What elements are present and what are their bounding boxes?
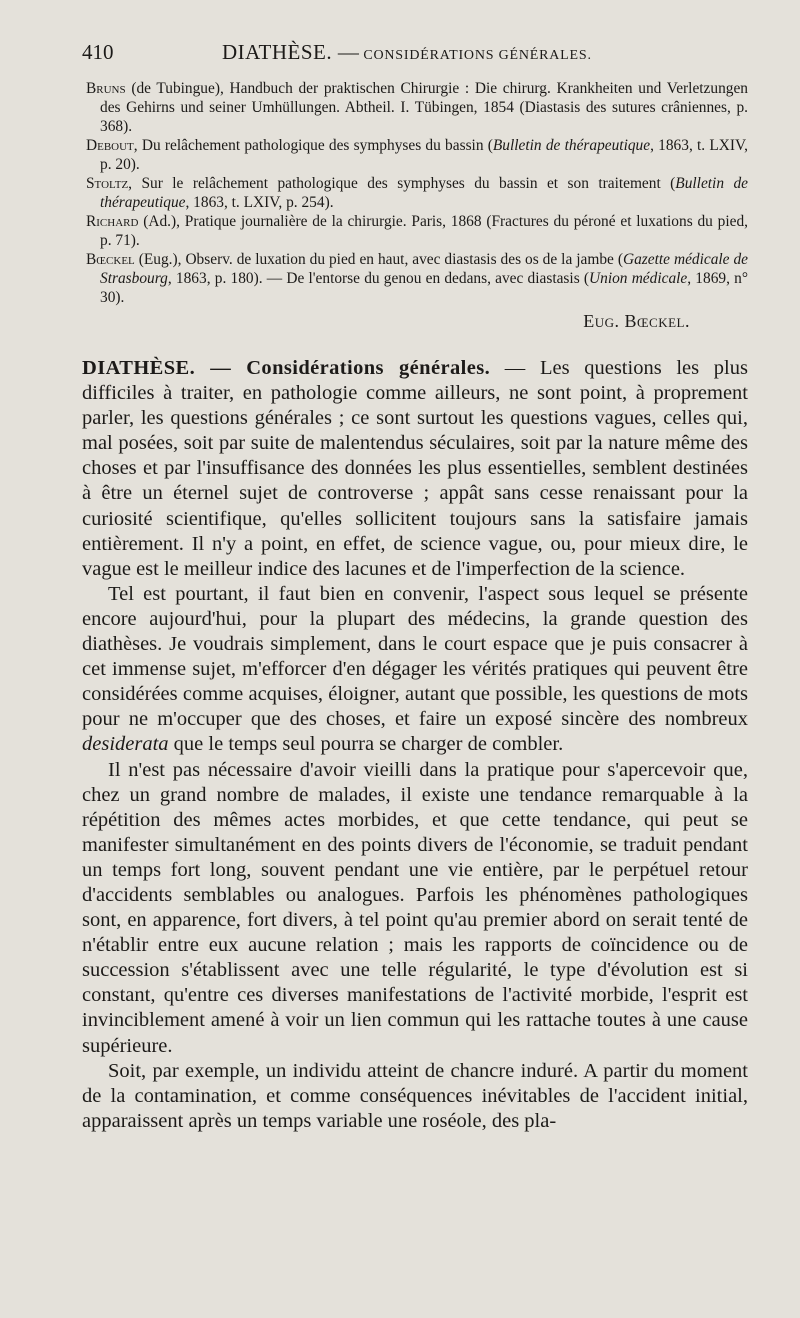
article-title: DIATHÈSE. — Considérations générales. [82, 357, 491, 379]
bib-author: Richard [86, 213, 139, 230]
bibliography-entry [82, 174, 748, 212]
bib-author: Stoltz [86, 175, 129, 192]
bib-text: , 1863, t. LXIV, p. 20). [100, 137, 748, 173]
article-body [82, 356, 748, 1134]
bib-text: , 1863, t. LXIV, p. 254). [185, 194, 334, 211]
bibliography-entry [82, 136, 748, 174]
bib-author: Debout [86, 137, 134, 154]
bibliography-entry [82, 212, 748, 250]
bibliography-entry [82, 250, 748, 307]
running-header [82, 40, 748, 65]
bib-journal-title: Bulletin de thérapeutique [100, 175, 748, 211]
author-signature: Eug. Bœckel. [583, 311, 690, 331]
paragraph-text: Tel est pourtant, il faut bien en convenir, l'aspect sous lequel se présente encore aujourd'hui, pour la plupart des médecins, la grande question des diathèses. Je voudrais simplement, dans le court espace que je puis consacrer à cet immense sujet, m'efforcer d'en dégager les vérités pratiques qui peuvent être considérées comme acquises, éloigner, autant que possible, les questions de mots pour ne m'occuper que des choses, et faire un exposé sincère des nombreux [82, 582, 748, 731]
page-number: 410 [82, 40, 114, 64]
bib-text: , Sur le relâchement pathologique des symphyses du bassin et son traitement ( [128, 175, 676, 192]
bibliography-list [82, 79, 748, 307]
bib-text: (Ad.), Pratique journalière de la chirurgie. Paris, 1868 (Fractures du péroné et luxations du pied, p. 71). [100, 213, 748, 249]
bib-text: , Du relâchement pathologique des symphyses du bassin ( [133, 137, 493, 154]
bib-author: Bœckel [86, 251, 135, 268]
paragraph-text: — Les questions les plus difficiles à traiter, en pathologie comme ailleurs, ne sont point, à proprement parler, les questions générales ; ce sont surtout les questions vagues, celles qui, mal posées, soit par suite de malentendus séculaires, soit par la nature même des choses et par l'insuffisance des données les plus essentielles, semblent destinées à être un éternel sujet de controverse ; appât sans cesse renaissant pour la curiosité scientifique, qu'elles sollicitent toujours sans la satisfaire jamais entièrement. Il n'y a point, en effet, de science vague, ou, pour mieux dire, le vague est le meilleur indice des lacunes et de l'imperfection de la science. [82, 357, 748, 580]
latin-term: desiderata [82, 733, 169, 756]
bib-journal-title: Bulletin de thérapeutique [492, 137, 651, 154]
bib-text: , 1869, n° 30). [100, 270, 748, 306]
bib-text: (Eug.), Observ. de luxation du pied en haut, avec diastasis des os de la jambe ( [134, 251, 623, 268]
article-paragraph [82, 582, 748, 758]
running-title: DIATHÈSE. — [222, 40, 360, 64]
bib-journal-title: Union médicale [589, 270, 688, 287]
article-paragraph [82, 356, 748, 582]
article-paragraph: Soit, par exemple, un individu atteint de chancre induré. A partir du moment de la contamination, et comme conséquences inévitables de l'accident initial, apparaissent après un temps variable une roséole, des pla- [82, 1059, 748, 1132]
paragraph-text: que le temps seul pourra se charger de combler. [168, 733, 564, 756]
bib-text: , 1863, p. 180). — De l'entorse du genou en dedans, avec diastasis ( [167, 270, 590, 287]
bib-journal-title: Gazette médicale de Strasbourg [100, 251, 748, 287]
running-subtitle: CONSIDÉRATIONS GÉNÉRALES. [363, 48, 592, 63]
bib-text: (de Tubingue), Handbuch der praktischen Chirurgie : Die chirurg. Krankheiten und Verletzungen des Gehirns und seiner Umhüllungen. Abtheil. I. Tübingen, 1854 (Diastasis des sutures crâniennes, p. 368). [100, 80, 748, 135]
article-paragraph: Il n'est pas nécessaire d'avoir vieilli dans la pratique pour s'apercevoir que, chez un grand nombre de malades, il existe une tendance remarquable à la répétition des mêmes actes morbides, et que cette tendance, qui peut se manifester simultanément en des points divers de l'économie, se traduit pendant un temps fort long, souvent pendant une vie entière, par le perpétuel retour d'accidents semblables ou analogues. Parfois les phénomènes pathologiques sont, en apparence, fort divers, à tel point qu'au premier abord on serait tenté de n'établir entre eux aucune relation ; mais les rapports de coïncidence ou de succession s'établissent avec une telle régularité, le type d'évolution est si constant, qu'entre ces diverses manifestations de l'activité morbide, l'esprit est invinciblement amené à voir un lien commun qui les rattache toutes à une cause supérieure. [82, 758, 748, 1057]
bibliography-entry [82, 79, 748, 136]
bib-author: Bruns [86, 80, 126, 97]
